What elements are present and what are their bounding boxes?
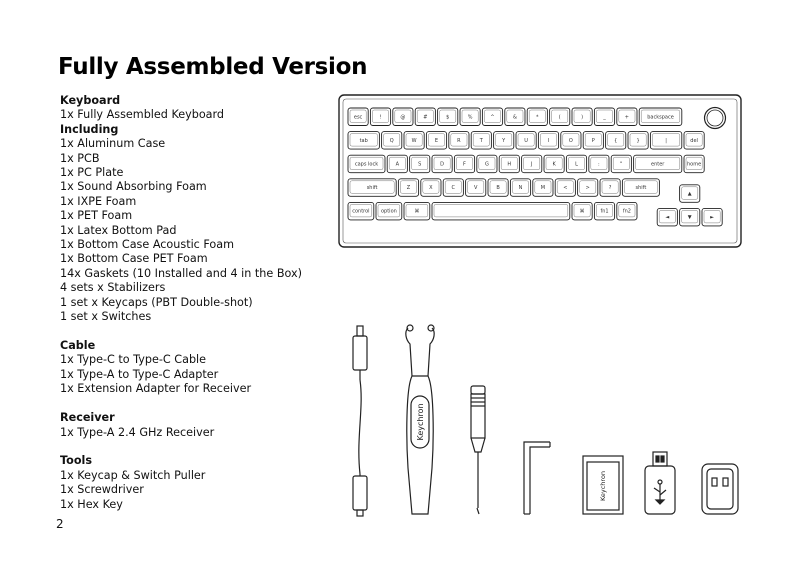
- key: [438, 108, 458, 126]
- key-label: |: [665, 137, 667, 144]
- key: [510, 179, 530, 197]
- key: [657, 208, 677, 226]
- key: [499, 155, 519, 173]
- key: [617, 108, 637, 126]
- list-item: 1x Fully Assembled Keyboard: [60, 108, 225, 122]
- key-label: O: [568, 137, 573, 144]
- key-label: !: [379, 114, 382, 121]
- section-keyboard: [60, 94, 340, 325]
- key-label: P: [591, 137, 595, 144]
- key: [415, 108, 435, 126]
- list-item: 1x Keycap & Switch Puller: [60, 468, 206, 482]
- key-label: }: [636, 137, 640, 144]
- key-label: option: [380, 208, 397, 215]
- key: [634, 155, 682, 173]
- key-label: %: [467, 114, 473, 121]
- key-label: esc: [353, 114, 363, 121]
- page-number: 2: [56, 517, 64, 531]
- key-label: X: [429, 185, 433, 192]
- key-label: Y: [502, 137, 506, 144]
- key-label: ?: [608, 185, 612, 192]
- key: [622, 179, 659, 197]
- list-item: 1x PET Foam: [60, 209, 133, 223]
- knob-icon: [705, 108, 726, 129]
- key: [516, 132, 536, 150]
- key-label: {: [614, 137, 618, 144]
- key: [494, 132, 514, 150]
- key-label: J: [530, 161, 533, 168]
- list-item: 1x Sound Absorbing Foam: [60, 180, 207, 194]
- key-label: fn2: [622, 208, 631, 215]
- list-item: 1x Type-A to Type-C Adapter: [60, 367, 219, 381]
- key: [432, 202, 570, 220]
- key-label: ◄: [665, 214, 670, 221]
- key: [460, 108, 480, 126]
- key: [589, 155, 609, 173]
- key: [348, 202, 374, 220]
- key: [426, 132, 446, 150]
- list-item: 1x Screwdriver: [60, 483, 144, 497]
- accessories-illustration: [340, 318, 760, 518]
- key: [449, 132, 469, 150]
- key-label: +: [624, 114, 630, 121]
- key: [348, 155, 385, 173]
- key-label: ): [581, 114, 584, 121]
- key-label: shift: [635, 185, 647, 192]
- key-label: del: [690, 137, 698, 144]
- key: [387, 155, 407, 173]
- key: [617, 202, 637, 220]
- extension-adapter-icon: [583, 456, 623, 514]
- key-label: ^: [490, 114, 495, 121]
- key-label: #: [423, 114, 428, 121]
- list-item: 1x Type-A 2.4 GHz Receiver: [60, 425, 215, 439]
- list-item: 1x PC Plate: [60, 166, 124, 180]
- key-label: &: [512, 114, 517, 121]
- key-label: F: [463, 161, 466, 168]
- key-label: ": [620, 161, 623, 168]
- section-heading: Cable: [60, 339, 96, 352]
- key-label: C: [451, 185, 456, 192]
- key: [594, 202, 614, 220]
- list-item: 14x Gaskets (10 Installed and 4 in the Box): [60, 266, 302, 280]
- key-label: B: [496, 185, 500, 192]
- list-item: 1x Latex Bottom Pad: [60, 223, 177, 237]
- keycap-switch-puller-icon: [406, 325, 434, 514]
- key: [404, 132, 424, 150]
- key-label: backspace: [647, 114, 674, 121]
- key-label: enter: [651, 161, 665, 168]
- key-label: N: [518, 185, 523, 192]
- keyboard-illustration: [338, 94, 742, 248]
- receiver-icon: [702, 464, 738, 514]
- list-item: 1x PCB: [60, 151, 100, 165]
- key: [583, 132, 603, 150]
- key-label: $: [446, 114, 450, 121]
- key: [566, 155, 586, 173]
- section-cable: [60, 339, 340, 397]
- key: [684, 155, 704, 173]
- list-item: 1x Bottom Case PET Foam: [60, 252, 208, 266]
- key-label: U: [524, 137, 528, 144]
- key: [522, 155, 542, 173]
- list-item: 1x Type-C to Type-C Cable: [60, 353, 207, 367]
- key: [538, 132, 558, 150]
- key: [650, 132, 681, 150]
- key-label: M: [540, 185, 546, 192]
- key: [606, 132, 626, 150]
- key: [454, 155, 474, 173]
- key: [432, 155, 452, 173]
- list-item: 4 sets x Stabilizers: [60, 281, 166, 295]
- key-label: I: [547, 137, 550, 144]
- key: [376, 202, 402, 220]
- subsection-heading: Including: [60, 122, 119, 136]
- list-item: 1x IXPE Foam: [60, 194, 137, 208]
- key-label: home: [687, 161, 702, 168]
- hex-key-icon: [524, 442, 550, 514]
- package-contents-list: [60, 94, 340, 527]
- key: [680, 208, 700, 226]
- key-label: Z: [406, 185, 411, 192]
- adapter-brand-label: Keychron: [599, 470, 607, 502]
- key: [578, 179, 598, 197]
- key: [533, 179, 553, 197]
- key-label: fn1: [600, 208, 609, 215]
- key-label: L: [575, 161, 578, 168]
- key: [443, 179, 463, 197]
- section-receiver: [60, 411, 340, 440]
- key: [348, 132, 379, 150]
- key: [600, 179, 620, 197]
- key-label: caps lock: [354, 161, 379, 168]
- key: [477, 155, 497, 173]
- key: [527, 108, 547, 126]
- key: [544, 155, 564, 173]
- key-label: W: [411, 137, 417, 144]
- key-label: E: [434, 137, 439, 144]
- list-item: 1x Bottom Case Acoustic Foam: [60, 238, 235, 252]
- key-label: Q: [389, 137, 394, 144]
- key-label: S: [418, 161, 422, 168]
- key-label: V: [473, 185, 478, 192]
- key: [561, 132, 581, 150]
- key-label: D: [440, 161, 445, 168]
- key: [550, 108, 570, 126]
- key-label: control: [352, 208, 370, 215]
- key-label: <: [563, 185, 568, 192]
- list-item: 1x Extension Adapter for Receiver: [60, 382, 252, 396]
- key-label: ⌘: [414, 208, 420, 215]
- page-title: Fully Assembled Version: [58, 54, 368, 80]
- list-item: 1 set x Keycaps (PBT Double-shot): [60, 295, 253, 309]
- section-heading: Receiver: [60, 411, 115, 425]
- key: [398, 179, 418, 197]
- key: [421, 179, 441, 197]
- section-tools: [60, 454, 340, 512]
- key: [572, 108, 592, 126]
- key: [628, 132, 648, 150]
- key: [684, 132, 704, 150]
- list-item: 1 set x Switches: [60, 310, 152, 324]
- key-label: ⌘: [579, 208, 585, 215]
- key-label: >: [585, 185, 590, 192]
- key-label: tab: [359, 137, 368, 144]
- key: [348, 179, 396, 197]
- key: [382, 132, 402, 150]
- key-label: shift: [366, 185, 378, 192]
- list-item: 1x Hex Key: [60, 497, 123, 511]
- key-label: ▼: [687, 214, 692, 221]
- key: [410, 155, 430, 173]
- key: [680, 185, 700, 203]
- key: [404, 202, 430, 220]
- key-label: K: [552, 161, 556, 168]
- key-label: ▲: [687, 191, 692, 198]
- key: [505, 108, 525, 126]
- key-cap: [432, 202, 570, 220]
- key-label: T: [479, 137, 483, 144]
- key-label: @: [400, 114, 406, 121]
- key: [702, 208, 722, 226]
- key: [471, 132, 491, 150]
- key-label: H: [507, 161, 512, 168]
- screwdriver-icon: [471, 386, 485, 514]
- type-c-cable-icon: [353, 326, 367, 516]
- key: [639, 108, 682, 126]
- key: [488, 179, 508, 197]
- key-label: :: [598, 161, 600, 168]
- puller-brand-label: Keychron: [416, 403, 425, 441]
- key: [594, 108, 614, 126]
- key: [370, 108, 390, 126]
- key: [555, 179, 575, 197]
- key-label: _: [603, 114, 606, 121]
- key: [611, 155, 631, 173]
- key: [348, 108, 368, 126]
- type-a-to-type-c-adapter-icon: [645, 452, 675, 514]
- section-heading: Tools: [60, 454, 93, 468]
- key-label: A: [395, 161, 400, 168]
- list-item: 1x Aluminum Case: [60, 137, 166, 151]
- key: [466, 179, 486, 197]
- key-label: G: [484, 161, 489, 168]
- key: [572, 202, 592, 220]
- key: [393, 108, 413, 126]
- key-label: R: [457, 137, 461, 144]
- key: [482, 108, 502, 126]
- key-label: (: [558, 114, 561, 121]
- key-label: *: [536, 114, 539, 121]
- key-label: ►: [710, 214, 715, 221]
- section-heading: Keyboard: [60, 94, 121, 107]
